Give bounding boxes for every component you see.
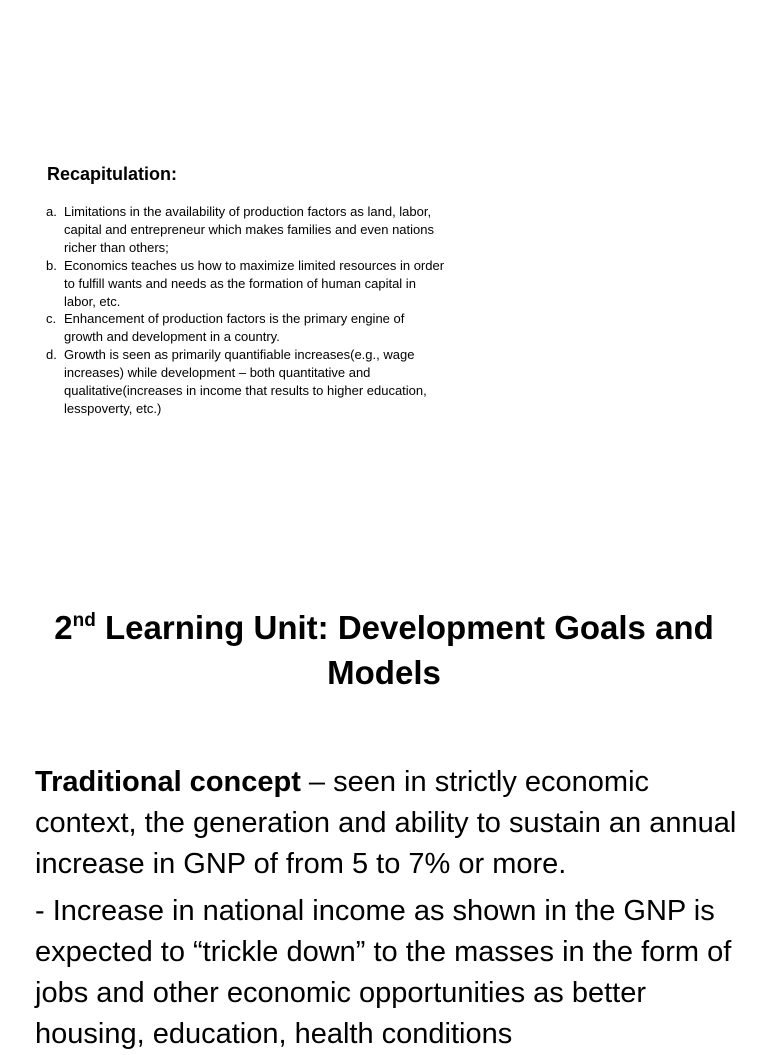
list-marker: b. bbox=[46, 257, 57, 273]
recap-item-b bbox=[46, 257, 446, 311]
trickle-down-paragraph: - Increase in national income as shown in the GNP is expected to “trickle down” to the masses in the form of jobs and other economic opportunities as better housing, education, health conditions bbox=[35, 895, 732, 1050]
recap-list bbox=[46, 203, 446, 418]
recap-item-text: Limitations in the availability of production factors as land, labor, capital and entrepreneur which makes families and even nations richer than others; bbox=[64, 204, 434, 255]
list-marker: a. bbox=[46, 204, 57, 219]
unit-number-superscript: nd bbox=[72, 610, 96, 631]
unit-title bbox=[0, 605, 768, 695]
term-definition: – seen in strictly economic context, the generation and ability to sustain an annual increase in GNP of from 5 to 7% or more. bbox=[35, 766, 737, 880]
recap-heading: Recapitulation: bbox=[47, 164, 178, 184]
list-marker: d. bbox=[46, 347, 57, 363]
recap-item-c bbox=[46, 310, 446, 346]
recap-item-d bbox=[46, 346, 446, 418]
unit-number: 2 bbox=[54, 609, 73, 646]
recap-item-text: Enhancement of production factors is the primary engine of growth and development in a country. bbox=[64, 311, 405, 345]
recap-item-text: Growth is seen as primarily quantifiable increases(e.g., wage increases) while development – both quantitative and qualitative(increases in income that results to higher education, lesspoverty, etc.) bbox=[64, 347, 427, 416]
body-text bbox=[35, 762, 755, 1055]
list-marker: c. bbox=[46, 311, 57, 327]
recap-item-a bbox=[46, 203, 446, 257]
recap-item-text: Economics teaches us how to maximize limited resources in order to fulfill wants and needs as the formation of human capital in labor, etc. bbox=[64, 257, 445, 309]
unit-title-text: Learning Unit: Development Goals and Models bbox=[95, 609, 714, 691]
definition-paragraph bbox=[35, 762, 755, 885]
term-traditional-concept: Traditional concept bbox=[35, 766, 301, 798]
